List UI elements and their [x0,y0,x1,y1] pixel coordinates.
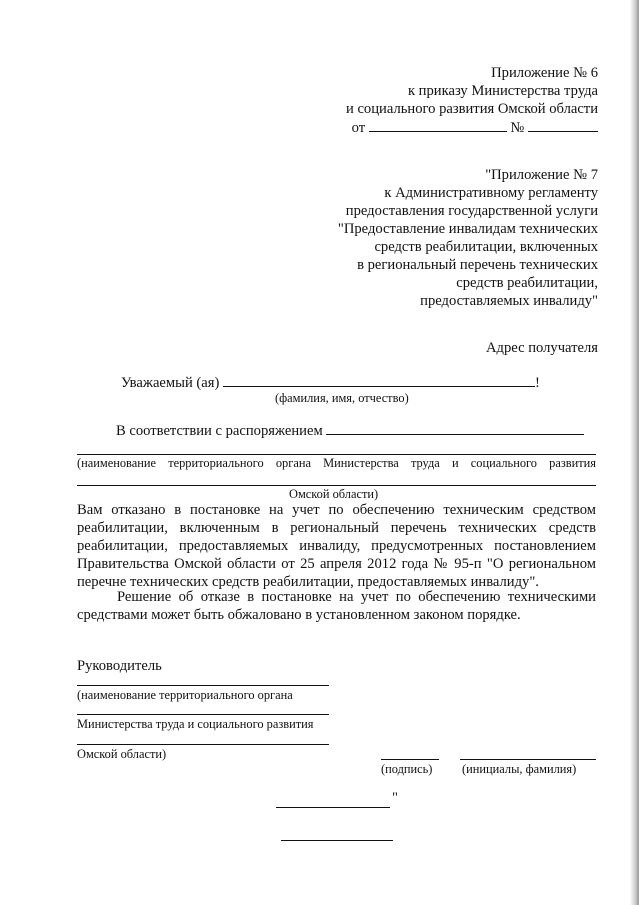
order-date-row [346,118,598,137]
order-header-line1: Приложение № 6 [491,65,598,81]
greeting-row [121,373,540,392]
date-blank [369,118,507,132]
regulation-line: "Приложение № 7 [485,167,598,183]
number-sign: № [510,120,525,136]
body-line: реабилитации, включенным в региональный перечень технических средств [77,520,596,536]
signature-org-blank-3 [77,744,329,745]
regulation-header [338,166,598,310]
decision-prefix: В соответствии с распоряжением [116,423,323,439]
regulation-line: в региональный перечень технических [357,257,598,273]
regulation-line: средств реабилитации, [456,275,598,291]
decision-org-blank-line2 [77,485,596,486]
closing-blank-line-2 [281,840,393,841]
greeting-hint: (фамилия, имя, отчество) [275,391,409,405]
order-header-line3: и социального развития Омской области [346,101,598,117]
body-line: реабилитации, предоставляемых инвалиду, предусмотренных постановлением [77,538,596,554]
body-line: Правительства Омской области от 25 апреля 2012 года № 95-п "О региональном [77,556,596,572]
body-paragraph-1 [77,501,596,591]
recipient-address: Адрес получателя [485,340,598,356]
body-line: Решение об отказе в постановке на учет по обеспечению техническими [117,589,596,605]
order-header [346,64,598,137]
signature-title: Руководитель [77,658,162,674]
regulation-line: "Предоставление инвалидам технических [337,221,598,237]
recipient-name-blank [223,373,535,387]
regulation-line: предоставляемых инвалиду" [420,293,598,309]
decision-hint-line2: Омской области) [289,487,379,501]
greeting-suffix: ! [534,375,540,391]
signature-name-blank [460,759,596,760]
signature-name-hint: (инициалы, фамилия) [462,762,577,776]
regulation-line: к Административному регламенту [384,185,598,201]
closing-quote: " [392,790,398,806]
decision-hint-line1: (наименование территориального органа Министерства труда и социального развития [77,456,596,470]
order-header-line2: к приказу Министерства труда [407,83,598,99]
closing-blank-line-1 [276,807,390,808]
signature-org-line1: (наименование территориального органа [77,688,293,702]
date-prefix: от [351,120,366,136]
signature-sign-blank [381,759,439,760]
number-blank [528,118,598,132]
decision-blank [326,421,584,435]
body-line: перечне технических средств реабилитации, предоставляемых инвалиду". [77,574,539,590]
decision-org-blank-line [77,454,596,455]
signature-org-line3: Омской области) [77,747,167,761]
regulation-line: предоставления государственной услуги [345,203,598,219]
greeting-prefix: Уважаемый (ая) [121,375,220,391]
signature-org-blank-1 [77,685,329,686]
signature-sign-hint: (подпись) [381,762,433,776]
page-edge-shadow [630,0,639,905]
decision-row [116,421,584,440]
signature-org-blank-2 [77,714,329,715]
body-paragraph-2 [77,588,596,624]
regulation-line: средств реабилитации, включенных [374,239,598,255]
body-line: Вам отказано в постановке на учет по обеспечению техническим средством [77,502,596,518]
signature-org-line2: Министерства труда и социального развития [77,717,314,731]
body-line: средствами может быть обжаловано в установленном законом порядке. [77,607,521,623]
